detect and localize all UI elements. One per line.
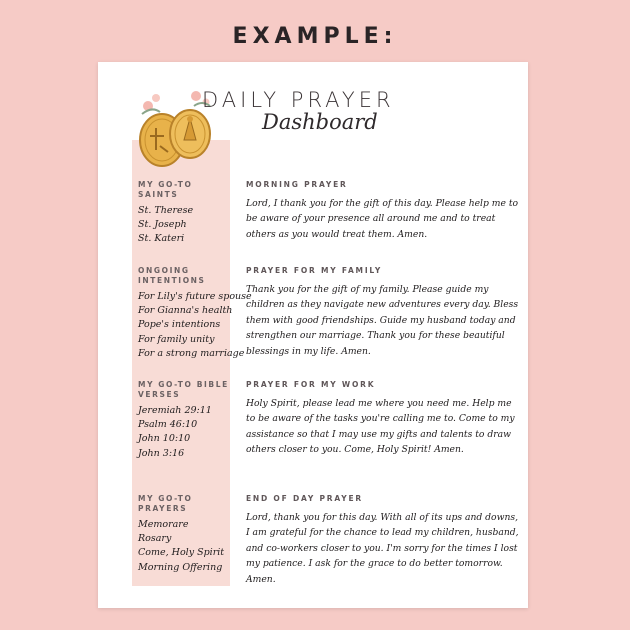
prayer-text: Thank you for the gift of my family. Please guide my children as they navigate new adventures every day. Bless them with good friendships. Guide my husband today and strengthen our marriage. Thank you for these beautiful blessings in my life. Amen. [246, 284, 519, 357]
list-item: Rosary [138, 533, 172, 545]
saints-section [138, 180, 230, 247]
prayer-text: Lord, thank you for this day. With all of its ups and downs, I am grateful for the chance to lead my children, husband, and co-workers closer to you. I'm sorry for the times I lost my patience. I ask for the grace to do better tomorrow. Amen. [246, 512, 519, 585]
list-item: St. Therese [138, 205, 194, 216]
prayer-dashboard-sheet [98, 62, 528, 608]
prayer-heading: END OF DAY PRAYER [246, 494, 363, 503]
work-prayer-block [246, 380, 520, 458]
list-item: Pope's intentions [138, 319, 221, 331]
family-prayer-block [246, 266, 520, 359]
prayer-heading: PRAYER FOR MY WORK [246, 380, 376, 389]
prayers-section [138, 494, 230, 575]
list-item: Memorare [138, 519, 189, 530]
list-item: For family unity [138, 333, 215, 345]
prayers-heading: MY GO-TO PRAYERS [138, 494, 193, 513]
list-item: John 10:10 [138, 433, 191, 445]
example-banner: EXAMPLE: [232, 24, 398, 49]
list-item: St. Kateri [138, 233, 185, 245]
prayer-text: Holy Spirit, please lead me where you need me. Help me to be aware of the tasks you're calling me to. Come to my assistance so that I may use my gifts and talents to draw others closer to you. Come, Holy Spirit! Amen. [246, 398, 515, 456]
list-item: For Gianna's health [138, 305, 233, 317]
end-of-day-prayer-block [246, 494, 520, 587]
page-title: DAILY PRAYER [202, 88, 395, 112]
verses-section [138, 380, 230, 461]
list-item: Morning Offering [138, 561, 223, 573]
list-item: For Lily's future spouse [138, 291, 252, 302]
intentions-heading: ONGOING INTENTIONS [138, 266, 206, 285]
morning-prayer-block [246, 180, 520, 242]
list-item: John 3:16 [138, 447, 185, 459]
prayer-text: Lord, I thank you for the gift of this day. Please help me to be aware of your presence all around me and to treat others as you would treat them. Amen. [246, 198, 519, 240]
verses-heading: MY GO-TO BIBLE VERSES [138, 380, 229, 399]
list-item: Come, Holy Spirit [138, 547, 225, 559]
prayer-heading: MORNING PRAYER [246, 180, 348, 189]
saints-heading: MY GO-TO SAINTS [138, 180, 193, 199]
list-item: Psalm 46:10 [138, 419, 198, 431]
page-subtitle: Dashboard [262, 110, 378, 134]
list-item: For a strong marriage [138, 347, 245, 359]
prayer-heading: PRAYER FOR MY FAMILY [246, 266, 383, 275]
intentions-section [138, 266, 252, 361]
list-item: St. Joseph [138, 219, 187, 231]
list-item: Jeremiah 29:11 [138, 405, 212, 416]
